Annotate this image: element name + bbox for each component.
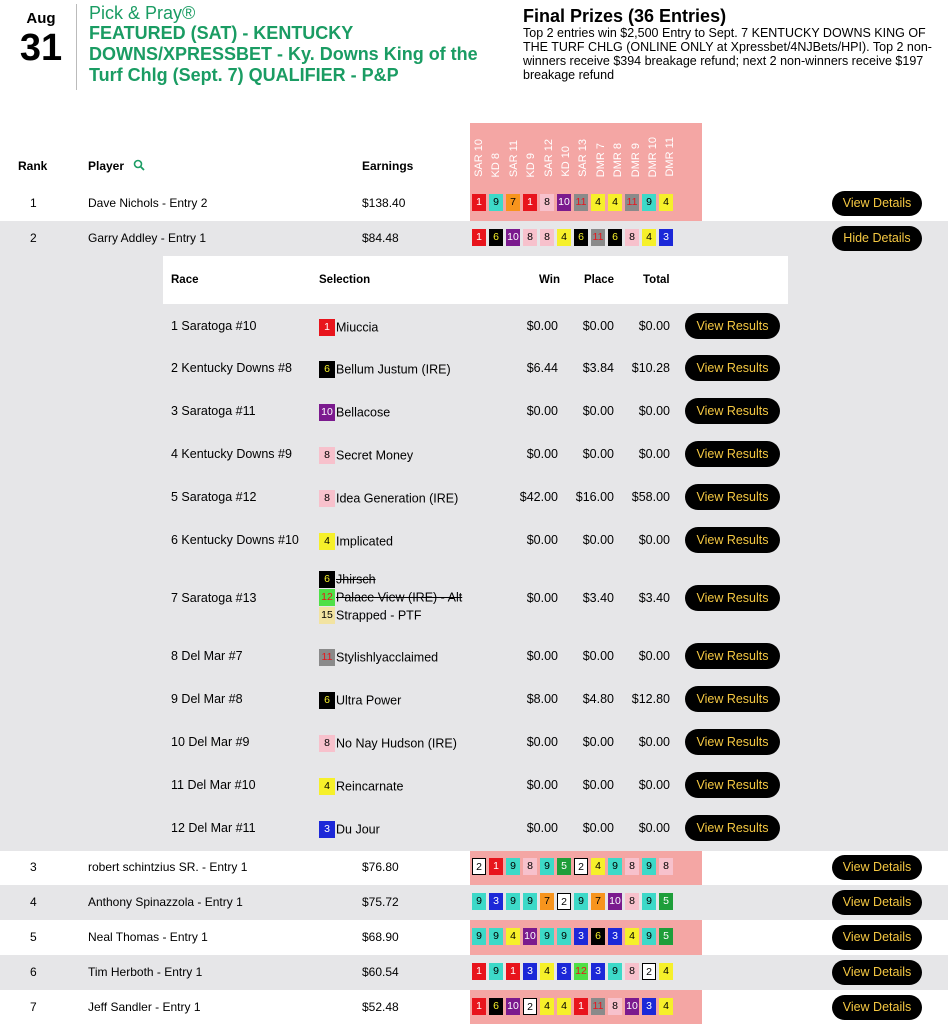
place-amount: $0.00 [582, 649, 614, 663]
view-results-button[interactable]: View Results [685, 484, 780, 510]
details-row [163, 476, 788, 519]
view-details-button[interactable]: View Details [832, 925, 922, 950]
pick-chip: 3 [574, 928, 588, 945]
pick-chip: 8 [540, 229, 554, 246]
player-name: robert schintzius SR. - Entry 1 [88, 860, 248, 874]
pick-chip: 4 [540, 998, 554, 1015]
post-number-chip: 4 [319, 533, 335, 550]
details-win-header: Win [539, 274, 560, 286]
selection-entry [319, 489, 458, 507]
pick-chip: 9 [472, 928, 486, 945]
win-amount: $0.00 [526, 319, 558, 333]
race-column-header: KD 8 [490, 152, 503, 177]
pick-chip: 3 [489, 893, 503, 910]
selection-entry [319, 734, 457, 752]
pick-chip: 9 [540, 858, 554, 875]
horse-name: Stylishlyacclaimed [336, 650, 439, 665]
pick-chip: 8 [540, 194, 554, 211]
leaderboard-row [0, 885, 948, 920]
place-amount: $0.00 [582, 533, 614, 547]
pick-chip: 9 [642, 194, 656, 211]
place-amount: $0.00 [582, 821, 614, 835]
leaderboard-row [0, 955, 948, 990]
earnings-value: $84.48 [362, 231, 399, 245]
pick-chip: 10 [523, 928, 537, 945]
details-race: 12 Del Mar #11 [171, 821, 256, 835]
pick-chip: 4 [659, 998, 673, 1015]
pick-chips [472, 998, 676, 1018]
view-details-button[interactable]: View Details [832, 960, 922, 985]
place-amount: $0.00 [582, 735, 614, 749]
pick-chips [472, 194, 676, 214]
details-selection [319, 570, 462, 624]
details-row [163, 347, 788, 390]
player-name: Dave Nichols - Entry 2 [88, 196, 208, 210]
pick-chip: 4 [557, 998, 571, 1015]
post-number-chip: 8 [319, 490, 335, 507]
place-amount: $3.40 [582, 591, 614, 605]
pick-chip: 10 [625, 998, 639, 1015]
win-amount: $0.00 [526, 821, 558, 835]
details-place-header: Place [584, 274, 615, 286]
pick-chip: 8 [659, 858, 673, 875]
pick-chip: 9 [642, 928, 656, 945]
earnings-value: $60.54 [362, 965, 399, 979]
details-race: 4 Kentucky Downs #9 [171, 447, 292, 461]
horse-name: Miuccia [336, 320, 379, 335]
details-race: 8 Del Mar #7 [171, 649, 243, 663]
pick-chip: 1 [472, 229, 486, 246]
win-amount: $0.00 [526, 591, 558, 605]
horse-name: Implicated [336, 534, 393, 549]
pick-chip: 11 [574, 194, 588, 211]
earnings-value: $76.80 [362, 860, 399, 874]
pick-chips [472, 928, 676, 948]
pick-chip: 7 [506, 194, 520, 211]
selection-entry [319, 820, 380, 838]
leaderboard-row [0, 990, 948, 1025]
horse-name: No Nay Hudson (IRE) [336, 736, 457, 751]
details-row [163, 519, 788, 562]
details-row [163, 305, 788, 348]
pick-chip: 2 [557, 893, 571, 910]
details-row [163, 678, 788, 721]
details-row [163, 721, 788, 764]
pick-chip: 1 [472, 194, 486, 211]
details-selection [319, 446, 413, 464]
selection-entry [319, 606, 462, 624]
total-amount: $12.80 [631, 692, 670, 706]
place-amount: $4.80 [582, 692, 614, 706]
selection-entry [319, 318, 378, 336]
pick-chip: 4 [608, 194, 622, 211]
pick-chip: 4 [591, 858, 605, 875]
pick-chip: 3 [557, 963, 571, 980]
search-icon[interactable] [133, 159, 145, 171]
details-row [163, 764, 788, 807]
pick-chip: 10 [608, 893, 622, 910]
win-amount: $0.00 [526, 778, 558, 792]
post-number-chip: 6 [319, 571, 335, 588]
win-amount: $0.00 [526, 649, 558, 663]
pick-chip: 3 [659, 229, 673, 246]
details-row [163, 390, 788, 433]
player-name: Garry Addley - Entry 1 [88, 231, 207, 245]
details-selection [319, 403, 390, 421]
details-race-header: Race [171, 274, 199, 286]
pick-chip: 9 [506, 893, 520, 910]
view-results-button[interactable]: View Results [685, 772, 780, 798]
earnings-value: $75.72 [362, 895, 399, 909]
pick-chip: 10 [557, 194, 571, 211]
post-number-chip: 4 [319, 778, 335, 795]
place-amount: $0.00 [582, 319, 614, 333]
win-amount: $0.00 [526, 404, 558, 418]
leaderboard-row [0, 920, 948, 955]
total-amount: $0.00 [638, 447, 670, 461]
details-selection [319, 691, 401, 709]
details-selection [319, 360, 451, 378]
post-number-chip: 3 [319, 821, 335, 838]
details-race: 11 Del Mar #10 [171, 778, 256, 792]
rank-value: 1 [30, 196, 37, 210]
leaderboard-row [0, 221, 948, 256]
rank-header: Rank [18, 159, 48, 173]
view-results-button[interactable]: View Results [685, 643, 780, 669]
pick-chip: 10 [506, 229, 520, 246]
pick-chips [472, 229, 676, 249]
post-number-chip: 10 [319, 404, 335, 421]
selection-entry [319, 532, 393, 550]
selection-entry [319, 691, 401, 709]
details-race: 3 Saratoga #11 [171, 404, 256, 418]
selection-entry [319, 570, 462, 588]
details-selection-header: Selection [319, 274, 371, 286]
details-race: 7 Saratoga #13 [171, 591, 257, 605]
earnings-header: Earnings [362, 159, 414, 173]
pick-chip: 7 [591, 893, 605, 910]
pick-chip: 4 [506, 928, 520, 945]
view-results-button[interactable]: View Results [685, 729, 780, 755]
post-number-chip: 12 [319, 589, 335, 606]
pick-chip: 9 [642, 893, 656, 910]
pick-chip: 2 [523, 998, 537, 1015]
pick-chip: 6 [489, 998, 503, 1015]
pick-chips [472, 893, 676, 913]
pick-chip: 8 [625, 229, 639, 246]
place-amount: $3.84 [582, 361, 614, 375]
pick-chip: 8 [625, 893, 639, 910]
leaderboard-row [0, 186, 948, 221]
pick-chip: 8 [625, 858, 639, 875]
race-column-header: SAR 11 [507, 139, 520, 177]
details-selection [319, 777, 403, 795]
pick-chip: 1 [489, 858, 503, 875]
pick-chip: 1 [574, 998, 588, 1015]
post-number-chip: 6 [319, 692, 335, 709]
pick-chips [472, 858, 676, 878]
pick-chip: 9 [489, 928, 503, 945]
race-column-header: SAR 13 [577, 139, 590, 177]
pick-chip: 8 [523, 858, 537, 875]
contest-date [14, 10, 68, 67]
rank-value: 7 [30, 1000, 37, 1014]
details-race: 1 Saratoga #10 [171, 319, 257, 333]
pick-chip: 2 [642, 963, 656, 980]
selection-entry [319, 403, 390, 421]
place-amount: $16.00 [575, 490, 614, 504]
pick-chip: 11 [591, 229, 605, 246]
pick-chip: 3 [591, 963, 605, 980]
player-name: Anthony Spinazzola - Entry 1 [88, 895, 243, 909]
pick-chip: 4 [625, 928, 639, 945]
rank-value: 2 [30, 231, 37, 245]
details-row [163, 807, 788, 850]
view-results-button[interactable]: View Results [685, 815, 780, 841]
prizes-text: Top 2 entries win $2,500 Entry to Sept. 7 KENTUCKY DOWNS KING OF THE TURF CHLG (ONLINE ONLY at Xpressbet/4NJBets/HPI). Top 2 non-winners receive $394 breakage refund; next 2 non-winners receive $197 breakage refund [523, 26, 932, 82]
pick-chip: 12 [574, 963, 588, 980]
pick-chip: 7 [540, 893, 554, 910]
selection-entry [319, 360, 451, 378]
win-amount: $8.00 [526, 692, 558, 706]
win-amount: $0.00 [526, 447, 558, 461]
post-number-chip: 15 [319, 607, 335, 624]
race-column-header: DMR 7 [594, 142, 607, 177]
pick-chip: 2 [472, 858, 486, 875]
details-race: 5 Saratoga #12 [171, 490, 257, 504]
details-row [163, 562, 788, 635]
pick-chip: 9 [540, 928, 554, 945]
pick-chip: 6 [574, 229, 588, 246]
place-amount: $0.00 [582, 778, 614, 792]
total-amount: $10.28 [631, 361, 670, 375]
view-details-button[interactable]: View Details [832, 890, 922, 915]
total-amount: $0.00 [638, 404, 670, 418]
details-row [163, 433, 788, 476]
win-amount: $0.00 [526, 533, 558, 547]
horse-name: Idea Generation (IRE) [336, 491, 459, 506]
details-selection [319, 648, 438, 666]
horse-name: Bellum Justum (IRE) [336, 362, 451, 377]
horse-name: Jhirsch [336, 572, 376, 587]
details-race: 2 Kentucky Downs #8 [171, 361, 292, 375]
contest-title-block [89, 3, 489, 86]
selection-entry [319, 446, 413, 464]
date-day: 31 [19, 27, 63, 69]
pick-chip: 8 [523, 229, 537, 246]
pick-chip: 9 [608, 963, 622, 980]
pick-chip: 11 [591, 998, 605, 1015]
earnings-value: $68.90 [362, 930, 399, 944]
pick-chip: 10 [506, 998, 520, 1015]
horse-name: Du Jour [336, 822, 380, 837]
race-column-header: DMR 9 [629, 142, 642, 177]
pick-chip: 9 [489, 194, 503, 211]
player-name: Neal Thomas - Entry 1 [88, 930, 208, 944]
race-column-header: KD 9 [525, 152, 538, 177]
pick-chip: 3 [608, 928, 622, 945]
header-divider [76, 4, 77, 90]
earnings-value: $138.40 [362, 196, 406, 210]
contest-subtitle: Pick & Pray® [89, 3, 196, 23]
pick-chip: 4 [591, 194, 605, 211]
post-number-chip: 8 [319, 447, 335, 464]
details-selection [319, 820, 380, 838]
race-column-header: KD 10 [560, 146, 572, 177]
selection-entry [319, 777, 403, 795]
view-details-button[interactable]: View Details [832, 995, 922, 1020]
view-results-button[interactable]: View Results [685, 313, 780, 339]
pick-chip: 9 [608, 858, 622, 875]
place-amount: $0.00 [582, 404, 614, 418]
place-amount: $0.00 [582, 447, 614, 461]
contest-header [0, 0, 948, 110]
view-results-button[interactable]: View Results [685, 527, 780, 553]
pick-chip: 1 [472, 963, 486, 980]
selection-entry [319, 648, 438, 666]
player-header-label: Player [88, 159, 125, 173]
player-name: Tim Herboth - Entry 1 [88, 965, 203, 979]
pick-chip: 9 [557, 928, 571, 945]
pick-chip: 8 [625, 963, 639, 980]
view-results-button[interactable]: View Results [685, 686, 780, 712]
details-race: 10 Del Mar #9 [171, 735, 250, 749]
horse-name: Ultra Power [336, 693, 402, 708]
pick-chip: 6 [591, 928, 605, 945]
horse-name: Strapped - PTF [336, 608, 422, 623]
details-row [163, 635, 788, 678]
horse-name: Bellacose [336, 405, 391, 420]
total-amount: $0.00 [638, 778, 670, 792]
pick-chip: 8 [608, 998, 622, 1015]
pick-chip: 1 [472, 998, 486, 1015]
total-amount: $0.00 [638, 821, 670, 835]
contest-title: FEATURED (SAT) - KENTUCKY DOWNS/XPRESSBET - Ky. Downs King of the Turf Chlg (Sept. 7) QUALIFIER - P&P [89, 23, 478, 85]
earnings-value: $52.48 [362, 1000, 399, 1014]
total-amount: $0.00 [638, 649, 670, 663]
details-selection [319, 532, 393, 550]
pick-chip: 5 [659, 928, 673, 945]
race-column-headers [470, 123, 702, 183]
post-number-chip: 8 [319, 735, 335, 752]
details-selection [319, 318, 378, 336]
prizes-heading: Final Prizes (36 Entries) [523, 6, 727, 26]
total-amount: $0.00 [638, 533, 670, 547]
pick-chip: 2 [574, 858, 588, 875]
date-month: Aug [26, 10, 56, 27]
pick-chip: 9 [489, 963, 503, 980]
horse-name: Reincarnate [336, 779, 404, 794]
win-amount: $6.44 [526, 361, 558, 375]
view-details-button[interactable]: View Details [832, 855, 922, 880]
race-column-header: SAR 12 [542, 139, 555, 177]
pick-chip: 9 [574, 893, 588, 910]
pick-chip: 9 [523, 893, 537, 910]
race-column-header: SAR 10 [473, 139, 485, 177]
hide-details-button[interactable]: Hide Details [832, 226, 922, 251]
pick-chip: 11 [625, 194, 639, 211]
race-column-header: DMR 10 [647, 136, 659, 177]
details-selection [319, 734, 457, 752]
pick-chip: 4 [659, 194, 673, 211]
pick-chip: 3 [642, 998, 656, 1015]
rank-value: 4 [30, 895, 37, 909]
leaderboard-row [0, 850, 948, 885]
prizes-block [523, 6, 943, 82]
win-amount: $42.00 [519, 490, 558, 504]
post-number-chip: 11 [319, 649, 335, 666]
pick-chip: 3 [523, 963, 537, 980]
pick-chip: 9 [642, 858, 656, 875]
pick-chip: 6 [608, 229, 622, 246]
pick-chip: 1 [506, 963, 520, 980]
total-amount: $58.00 [631, 490, 670, 504]
view-results-button[interactable]: View Results [685, 441, 780, 467]
pick-chip: 5 [557, 858, 571, 875]
rank-value: 5 [30, 930, 37, 944]
pick-chip: 9 [506, 858, 520, 875]
details-selection [319, 489, 458, 507]
view-results-button[interactable]: View Results [685, 398, 780, 424]
horse-name: Secret Money [336, 448, 414, 463]
horse-name: Palace View (IRE) - Alt [336, 590, 463, 605]
pick-chip: 4 [642, 229, 656, 246]
pick-chip: 4 [540, 963, 554, 980]
pick-chip: 9 [472, 893, 486, 910]
race-column-header: DMR 8 [612, 142, 625, 177]
pick-chip: 4 [557, 229, 571, 246]
race-column-header: DMR 11 [664, 137, 677, 177]
total-amount: $0.00 [638, 319, 670, 333]
post-number-chip: 1 [319, 319, 335, 336]
selection-entry [319, 588, 462, 606]
details-race: 9 Del Mar #8 [171, 692, 243, 706]
view-results-button[interactable]: View Results [685, 355, 780, 381]
pick-chip: 4 [659, 963, 673, 980]
total-amount: $0.00 [638, 735, 670, 749]
pick-chip: 1 [523, 194, 537, 211]
view-results-button[interactable]: View Results [685, 585, 780, 611]
details-total-header: Total [643, 274, 670, 286]
pick-chip: 6 [489, 229, 503, 246]
view-details-button[interactable]: View Details [832, 191, 922, 216]
total-amount: $3.40 [638, 591, 670, 605]
rank-value: 3 [30, 860, 37, 874]
pick-chips [472, 963, 676, 983]
details-table-header [163, 256, 788, 304]
rank-value: 6 [30, 965, 37, 979]
post-number-chip: 6 [319, 361, 335, 378]
player-name: Jeff Sandler - Entry 1 [88, 1000, 201, 1014]
pick-chip: 5 [659, 893, 673, 910]
details-race: 6 Kentucky Downs #10 [171, 533, 299, 547]
win-amount: $0.00 [526, 735, 558, 749]
